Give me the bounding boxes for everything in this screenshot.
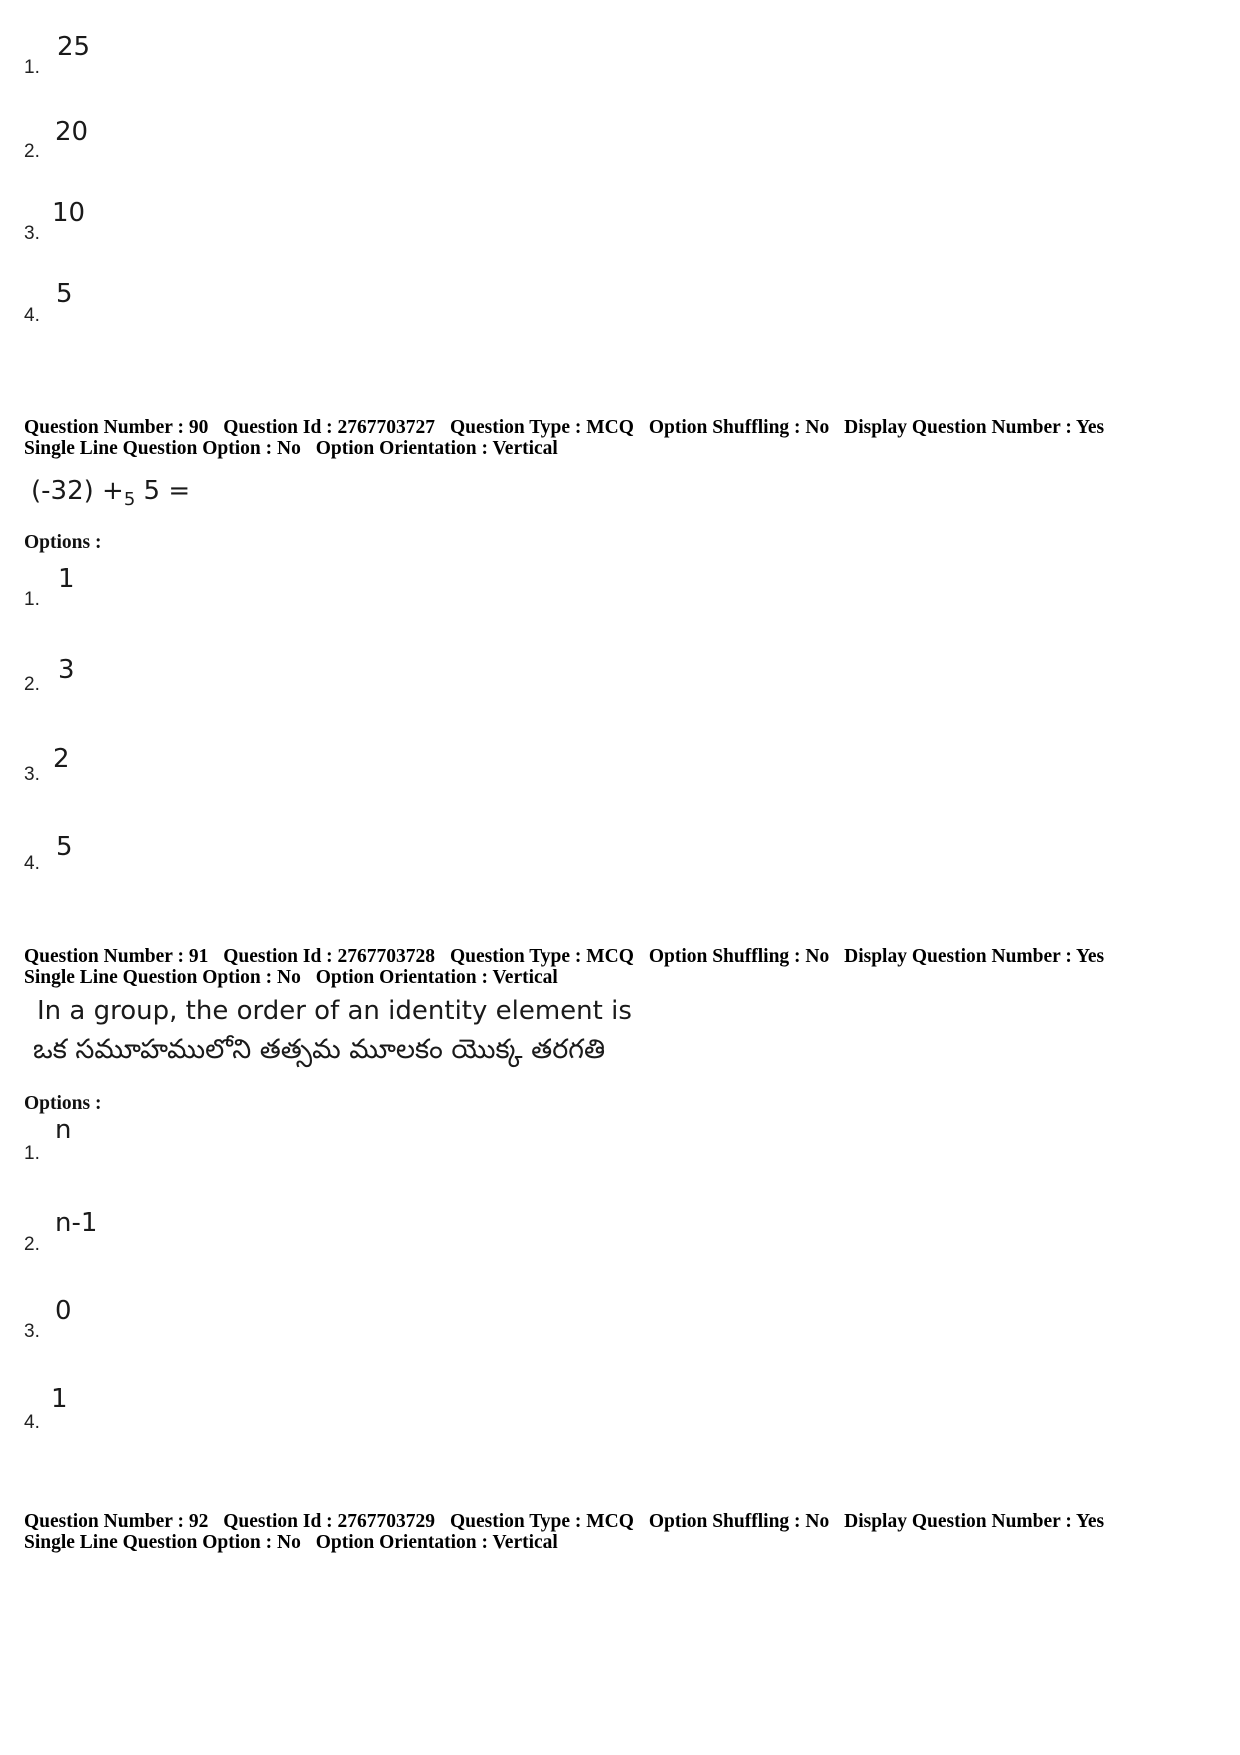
option-number: 2. — [24, 674, 40, 695]
option-orientation: Option Orientation : Vertical — [315, 438, 558, 459]
option-value: 1 — [51, 1384, 68, 1414]
question-meta-line-1 — [24, 417, 1104, 438]
option-value: 20 — [55, 117, 89, 147]
question-meta-line-2 — [24, 438, 558, 459]
option-number: 4. — [24, 1412, 40, 1433]
option-value: n — [55, 1115, 72, 1145]
option-number: 1. — [24, 57, 40, 78]
question-id: Question Id : 2767703727 — [223, 417, 436, 438]
option-orientation: Option Orientation : Vertical — [315, 1532, 558, 1553]
option-value: 0 — [55, 1296, 72, 1326]
display-question-number: Display Question Number : Yes — [844, 417, 1105, 438]
question-number: Question Number : 90 — [24, 417, 209, 438]
question-type: Question Type : MCQ — [449, 1511, 634, 1532]
option-number: 3. — [24, 764, 40, 785]
option-value: 25 — [57, 32, 91, 62]
option-number: 4. — [24, 305, 40, 326]
options-label: Options : — [24, 532, 102, 553]
option-number: 1. — [24, 1143, 40, 1164]
option-orientation: Option Orientation : Vertical — [315, 967, 558, 988]
single-line-option: Single Line Question Option : No — [24, 438, 301, 459]
option-number: 4. — [24, 853, 40, 874]
question-meta-line-1 — [24, 946, 1104, 967]
display-question-number: Display Question Number : Yes — [844, 1511, 1105, 1532]
option-number: 2. — [24, 141, 40, 162]
option-value: 1 — [58, 564, 75, 594]
display-question-number: Display Question Number : Yes — [844, 946, 1105, 967]
question-number: Question Number : 91 — [24, 946, 209, 967]
single-line-option: Single Line Question Option : No — [24, 1532, 301, 1553]
question-text: $(-32) +_5$ 5 = — [31, 476, 191, 511]
option-number: 1. — [24, 589, 40, 610]
option-shuffling: Option Shuffling : No — [648, 417, 830, 438]
option-value: 3 — [58, 655, 75, 685]
question-meta-line-2 — [24, 1532, 558, 1553]
single-line-option: Single Line Question Option : No — [24, 967, 301, 988]
question-type: Question Type : MCQ — [449, 417, 634, 438]
option-value: 5 — [56, 279, 73, 309]
question-type: Question Type : MCQ — [449, 946, 634, 967]
option-value: n-1 — [55, 1208, 98, 1238]
question-number: Question Number : 92 — [24, 1511, 209, 1532]
question-meta-line-2 — [24, 967, 558, 988]
question-meta-line-1 — [24, 1511, 1104, 1532]
option-value: 2 — [53, 744, 70, 774]
option-shuffling: Option Shuffling : No — [648, 946, 830, 967]
options-label: Options : — [24, 1093, 102, 1114]
option-value: 10 — [52, 198, 86, 228]
option-value: 5 — [56, 832, 73, 862]
option-number: 2. — [24, 1234, 40, 1255]
question-id: Question Id : 2767703729 — [223, 1511, 436, 1532]
option-number: 3. — [24, 223, 40, 244]
option-number: 3. — [24, 1321, 40, 1342]
question-id: Question Id : 2767703728 — [223, 946, 436, 967]
option-shuffling: Option Shuffling : No — [648, 1511, 830, 1532]
question-text-english: In a group, the order of an identity element is — [37, 996, 632, 1026]
question-text-telugu: ఒక సమూహములోని తత్సమ మూలకం యొక్క తరగతి — [33, 1034, 606, 1065]
